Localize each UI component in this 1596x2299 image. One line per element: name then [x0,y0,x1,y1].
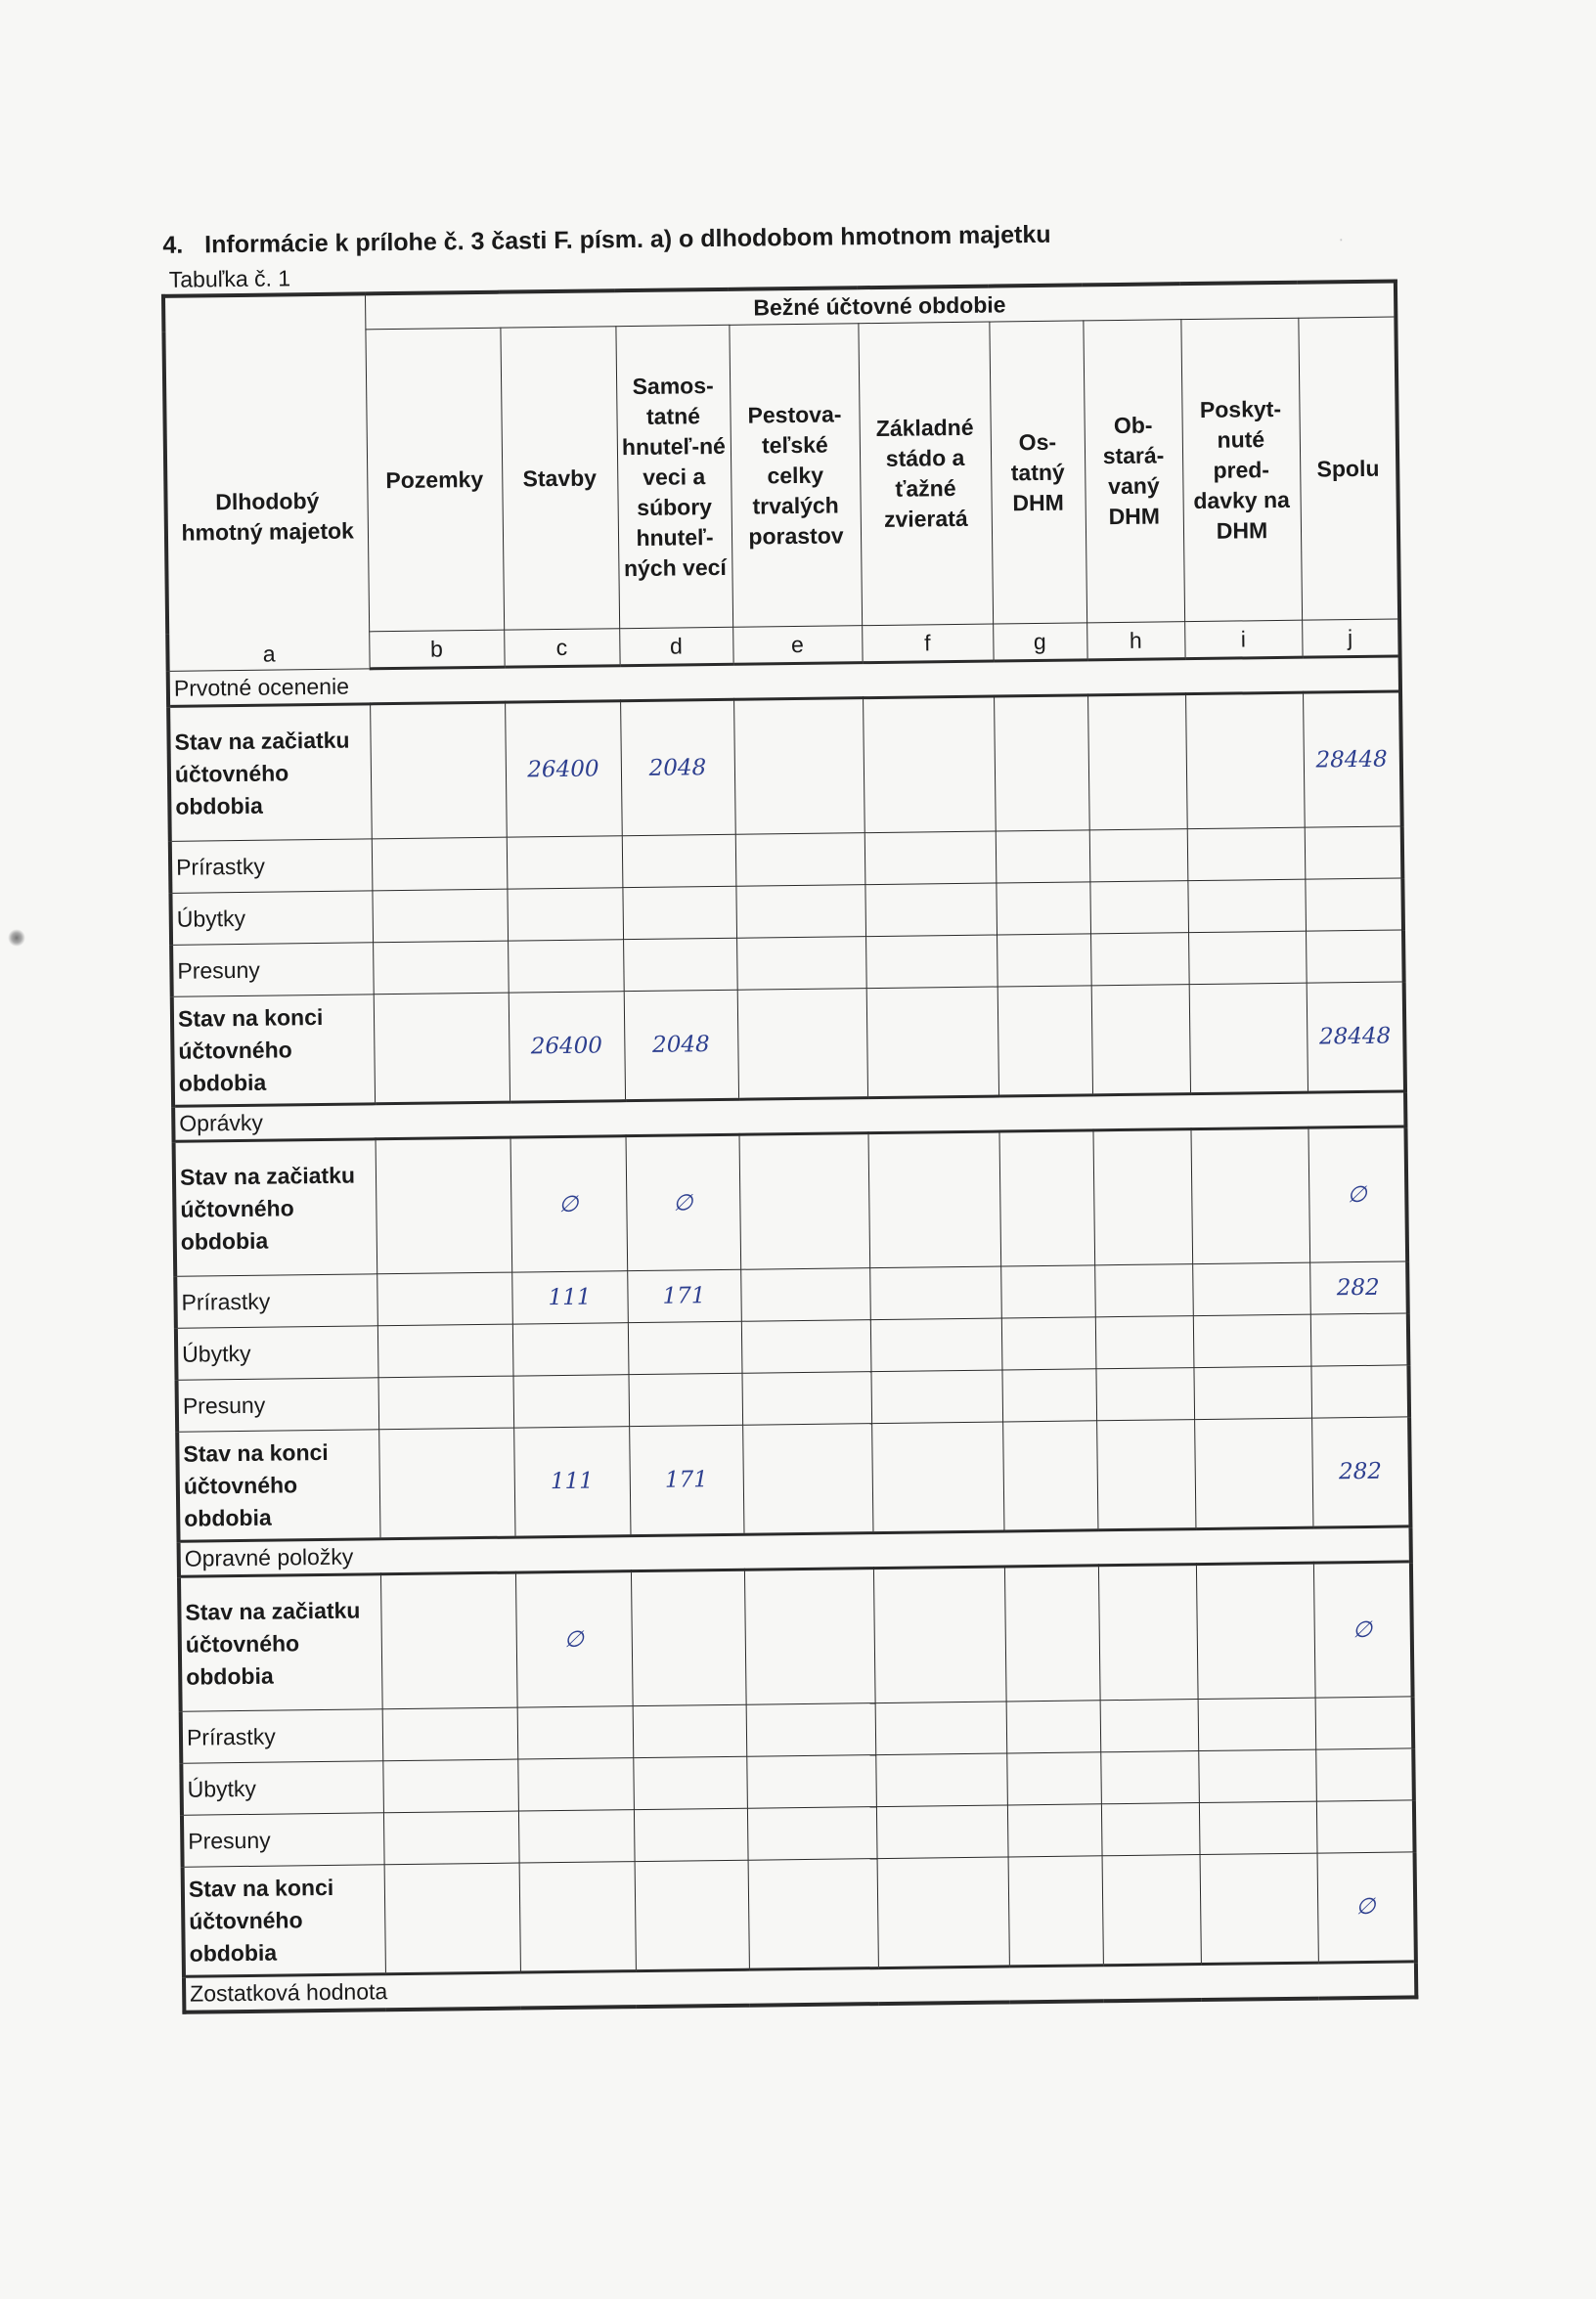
value-cell-f[interactable] [867,1131,1000,1268]
value-cell-h[interactable] [1087,694,1187,830]
value-cell-d[interactable]: 2048 [624,990,738,1100]
value-cell-g[interactable] [1004,1566,1100,1702]
section-title: Informácie k prílohe č. 3 časti F. písm. a) o dlhodobom hmotnom majetku [204,220,1051,259]
value-cell-b[interactable] [383,1811,519,1865]
value-cell-e[interactable] [736,937,866,991]
value-cell-b[interactable] [377,1272,512,1326]
value-cell-e[interactable] [746,1703,876,1757]
value-cell-i[interactable] [1192,1262,1310,1315]
value-cell-h[interactable] [1095,1368,1194,1421]
value-cell-g[interactable] [1008,1856,1103,1967]
value-cell-j[interactable] [1306,930,1404,983]
value-cell-b[interactable] [370,702,507,839]
value-cell-f[interactable] [863,696,996,833]
row-label: Úbytky [181,1761,383,1816]
row-label: Presuny [177,1378,379,1433]
value-cell-c[interactable]: ∅ [515,1571,633,1707]
value-cell-e[interactable] [747,1807,877,1861]
value-cell-g[interactable] [1006,1701,1101,1753]
value-cell-j[interactable] [1310,1365,1409,1418]
value-cell-j[interactable]: 282 [1309,1261,1408,1314]
row-label: Prírastky [181,1709,383,1764]
section-number: 4. [162,231,184,259]
row-label: Prírastky [175,1274,377,1329]
value-cell-d[interactable] [631,1570,746,1705]
value-cell-g[interactable] [1007,1804,1102,1857]
table-row [177,1417,1410,1541]
value-cell-e[interactable] [746,1755,876,1809]
first-col-header: Dlhodobý hmotný majetok [181,487,355,546]
table-row [179,1562,1413,1711]
value-cell-g[interactable] [1001,1369,1096,1422]
value-cell-h[interactable] [1089,829,1188,882]
value-cell-h[interactable] [1094,1264,1193,1317]
value-cell-g[interactable] [994,695,1089,831]
value-cell-b[interactable] [376,1137,512,1274]
value-cell-g[interactable] [1001,1317,1096,1370]
col-letter-g: g [993,623,1086,661]
value-cell-f[interactable] [876,1805,1008,1859]
value-cell-d[interactable]: 2048 [620,699,735,835]
value-cell-b[interactable] [372,889,508,943]
value-cell-f[interactable] [875,1702,1007,1755]
col-header-h: Ob-stará-vaný DHM [1083,320,1184,623]
value-cell-c[interactable] [519,1862,636,1972]
value-cell-g[interactable] [997,934,1091,987]
value-cell-i[interactable] [1199,1801,1317,1854]
value-cell-b[interactable] [380,1572,517,1709]
value-cell-g[interactable] [998,1130,1094,1266]
value-cell-c[interactable] [517,1758,634,1811]
value-cell-d[interactable] [633,1704,747,1757]
value-cell-c[interactable] [518,1810,635,1863]
value-cell-c[interactable]: 26400 [509,992,625,1102]
value-cell-h[interactable] [1101,1803,1200,1856]
col-letter-c: c [504,629,619,667]
value-cell-d[interactable]: 171 [627,1269,741,1322]
value-cell-e[interactable] [737,989,867,1100]
row-label: Stav na konci účtovného obdobia [177,1430,379,1542]
value-cell-c[interactable]: 26400 [505,701,622,837]
value-cell-h[interactable] [1102,1855,1201,1966]
value-cell-h[interactable] [1100,1700,1199,1752]
value-cell-i[interactable] [1193,1366,1311,1419]
value-cell-b[interactable] [384,1863,520,1974]
value-cell-b[interactable] [372,837,508,891]
value-cell-h[interactable] [1100,1751,1199,1804]
value-cell-j[interactable] [1315,1748,1414,1801]
section-title: Oprávky [173,1091,1405,1141]
value-cell-e[interactable] [741,1320,871,1374]
value-cell-c[interactable] [507,836,623,889]
value-cell-c[interactable]: ∅ [510,1136,628,1272]
value-cell-f[interactable] [864,883,997,937]
table-caption: Tabuľka č. 1 [168,265,291,292]
value-cell-c[interactable]: 111 [511,1271,628,1324]
value-cell-c[interactable] [513,1375,630,1428]
section-heading [162,221,1051,260]
value-cell-f[interactable] [864,831,997,885]
value-cell-e[interactable] [735,885,865,939]
value-cell-g[interactable] [1002,1421,1097,1531]
value-cell-e[interactable] [739,1133,870,1270]
value-cell-i[interactable] [1189,983,1308,1093]
col-header-f: Základné stádo a ťažné zvieratá [858,322,993,626]
value-cell-h[interactable] [1089,881,1188,934]
value-cell-c[interactable] [517,1706,634,1759]
value-cell-i[interactable] [1190,1127,1309,1263]
value-cell-f[interactable] [877,1857,1009,1968]
value-cell-j[interactable]: 28448 [1307,982,1405,1092]
value-cell-g[interactable] [998,986,1092,1096]
col-letter-b: b [369,630,504,669]
value-cell-d[interactable]: ∅ [626,1134,741,1270]
value-cell-b[interactable] [378,1376,514,1430]
value-cell-j[interactable] [1305,826,1403,879]
value-cell-d[interactable] [628,1321,742,1374]
value-cell-j[interactable]: ∅ [1313,1562,1413,1698]
value-cell-f[interactable] [870,1318,1002,1372]
col-letter-e: e [732,626,862,665]
value-cell-j[interactable] [1310,1313,1409,1366]
value-cell-c[interactable] [507,888,623,941]
value-cell-b[interactable] [378,1428,514,1539]
value-cell-h[interactable] [1091,985,1190,1095]
value-cell-b[interactable] [382,1707,518,1761]
col-header-c: Stavby [500,327,619,630]
row-label: Prírastky [170,839,373,894]
value-cell-h[interactable] [1092,1129,1192,1265]
row-label: Presuny [182,1813,384,1868]
value-cell-b[interactable] [374,993,510,1104]
value-cell-i[interactable] [1194,1418,1312,1528]
row-label: Presuny [171,943,374,997]
value-cell-i[interactable] [1187,827,1306,880]
value-cell-i[interactable] [1198,1698,1316,1750]
col-letter-i: i [1184,620,1302,658]
value-cell-j[interactable]: ∅ [1308,1127,1407,1262]
value-cell-g[interactable] [996,830,1090,883]
row-label: Stav na začiatku účtovného obdobia [179,1574,382,1712]
value-cell-i[interactable] [1185,692,1305,828]
value-cell-d[interactable] [628,1373,742,1426]
value-cell-j[interactable] [1305,878,1403,931]
value-cell-d[interactable] [622,834,736,887]
row-label: Stav na začiatku účtovného obdobia [168,704,372,842]
value-cell-j[interactable] [1316,1800,1415,1853]
value-cell-f[interactable] [870,1370,1002,1424]
value-cell-g[interactable] [1006,1752,1101,1805]
value-cell-h[interactable] [1096,1420,1195,1530]
table-row [174,1127,1408,1276]
table-row [172,982,1405,1106]
table-row [168,691,1402,841]
value-cell-c[interactable] [508,940,624,993]
col-header-b: Pozemky [365,328,504,632]
asset-table [161,279,1418,2013]
value-cell-b[interactable] [373,941,509,995]
value-cell-e[interactable] [740,1268,870,1322]
value-cell-f[interactable] [873,1567,1006,1703]
value-cell-b[interactable] [377,1324,513,1378]
value-cell-c[interactable] [512,1323,629,1376]
col-letter-f: f [862,624,993,663]
value-cell-d[interactable] [634,1808,748,1861]
value-cell-i[interactable] [1187,879,1306,932]
value-cell-f[interactable] [871,1422,1003,1533]
row-label: Úbytky [176,1326,378,1381]
value-cell-i[interactable] [1188,931,1307,984]
value-cell-f[interactable] [865,935,998,989]
row-label: Stav na konci účtovného obdobia [172,995,375,1107]
value-cell-e[interactable] [748,1859,878,1970]
value-cell-e[interactable] [735,833,865,887]
bleed-through-text: · [1338,229,1345,249]
value-cell-j[interactable]: ∅ [1317,1852,1416,1963]
col-header-e: Pestova-teľské celky trvalých porastov [729,324,862,628]
col-header-i: Poskyt-nuté pred-davky na DHM [1180,318,1302,621]
value-cell-e[interactable] [744,1569,875,1705]
row-label: Úbytky [170,891,373,946]
value-cell-d[interactable] [633,1756,747,1809]
value-cell-j[interactable]: 28448 [1303,691,1402,827]
period-header: Bežné účtovné obdobie [365,281,1396,329]
first-col-letter: a [262,641,276,667]
col-header-j: Spolu [1298,317,1399,620]
value-cell-d[interactable]: 171 [629,1425,743,1535]
col-letter-d: d [619,627,732,665]
value-cell-c[interactable]: 111 [513,1427,630,1537]
value-cell-e[interactable] [733,698,864,835]
value-cell-h[interactable] [1098,1565,1198,1701]
col-header-g: Os-tatný DHM [989,321,1086,624]
value-cell-d[interactable] [622,886,736,939]
value-cell-i[interactable] [1193,1314,1311,1367]
section-title: Opravné položky [179,1526,1411,1576]
value-cell-f[interactable] [869,1266,1001,1320]
value-cell-e[interactable] [742,1424,872,1535]
value-cell-h[interactable] [1095,1316,1194,1369]
col-header-d: Samos-tatné hnuteľ-né veci a súbory hnuteľ-ných vecí [615,325,732,628]
value-cell-f[interactable] [875,1753,1007,1807]
value-cell-d[interactable] [623,938,737,991]
row-label: Stav na začiatku účtovného obdobia [174,1139,377,1277]
value-cell-g[interactable] [1000,1265,1095,1318]
value-cell-b[interactable] [382,1759,518,1813]
section-title: Prvotné ocenenie [168,656,1400,706]
footer-row-label: Zostatková hodnota [184,1962,1416,2012]
col-letter-h: h [1086,622,1184,660]
value-cell-i[interactable] [1196,1563,1315,1699]
value-cell-e[interactable] [741,1372,871,1426]
value-cell-i[interactable] [1198,1749,1316,1802]
table-row [183,1852,1416,1976]
value-cell-j[interactable] [1315,1697,1414,1749]
row-label: Stav na konci účtovného obdobia [183,1865,385,1977]
value-cell-f[interactable] [866,987,998,1098]
value-cell-j[interactable]: 282 [1311,1417,1410,1527]
value-cell-d[interactable] [635,1860,749,1970]
value-cell-h[interactable] [1090,933,1189,986]
col-letter-j: j [1302,619,1400,657]
corner-header [163,293,370,671]
value-cell-g[interactable] [996,882,1090,935]
value-cell-i[interactable] [1200,1853,1318,1964]
